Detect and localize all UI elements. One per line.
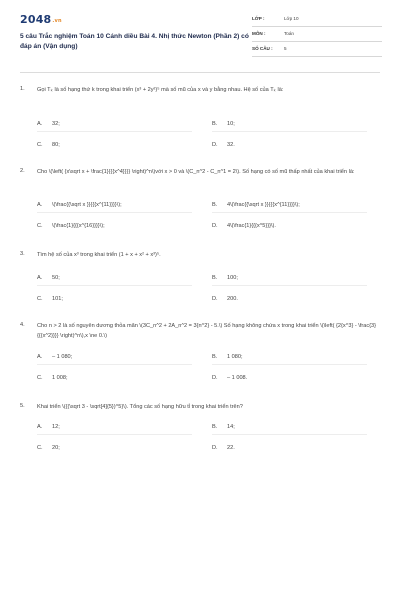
question-text: Cho n > 2 là số nguyên dương thỏa mãn \(3C_n^2 + 2A_n^2 = 3{n^2} - 5.\) Số hạng không chứa x trong khai triển \(\left( {2{x^3} - \frac{3}{{{x^2}}}} \right)^n\),x \ne 0.\) <box>37 323 377 339</box>
option-b[interactable] <box>212 121 235 127</box>
option-value: 80; <box>52 142 60 148</box>
header-divider <box>20 72 380 73</box>
option-key: C. <box>37 223 43 229</box>
option-divider <box>37 285 192 286</box>
option-value: 101; <box>52 296 63 302</box>
option-a[interactable] <box>37 275 60 281</box>
option-key: A. <box>37 121 43 127</box>
option-value: 4\(\frac{{\sqrt x }}{{{x^{11}}}}\); <box>227 202 300 208</box>
option-d[interactable] <box>212 223 276 229</box>
option-key: D. <box>212 142 218 148</box>
question-number: 1. <box>20 86 25 92</box>
meta-value: Lớp 10 <box>284 16 299 21</box>
option-c[interactable] <box>37 223 105 229</box>
option-value: – 1 008. <box>227 375 248 381</box>
option-value: 4\(\frac{1}{{{x^5}}}\). <box>227 223 276 229</box>
option-key: C. <box>37 296 43 302</box>
option-value: 32. <box>227 142 235 148</box>
option-c[interactable] <box>37 142 60 148</box>
option-divider <box>212 285 367 286</box>
option-value: 32; <box>52 121 60 127</box>
logo-text: 2048 <box>20 13 52 26</box>
option-a[interactable] <box>37 424 60 430</box>
meta-row-grade <box>252 14 382 27</box>
option-value: 12; <box>52 424 60 430</box>
option-value: 10; <box>227 121 235 127</box>
question-number: 2. <box>20 168 25 174</box>
option-divider <box>37 434 192 435</box>
option-divider <box>212 434 367 435</box>
option-value: \(\frac{1}{{{x^{16}}}}\); <box>52 223 105 229</box>
question-text: Cho \(\left( {x\sqrt x + \frac{1}{{{x^4}}}} \right)^n\)với x > 0 và \(C_n^2 - C_n^1 = 2\). Số hạng có số mũ thấp nhất của khai triển là: <box>37 169 355 175</box>
meta-key: MÔN : <box>252 31 266 36</box>
option-c[interactable] <box>37 445 60 451</box>
option-b[interactable] <box>212 202 300 208</box>
site-logo[interactable] <box>20 13 62 26</box>
option-a[interactable] <box>37 121 60 127</box>
option-key: B. <box>212 121 218 127</box>
option-divider <box>37 212 192 213</box>
option-d[interactable] <box>212 142 235 148</box>
option-key: C. <box>37 445 43 451</box>
option-divider <box>212 364 367 365</box>
meta-table <box>252 14 382 59</box>
option-key: B. <box>212 424 218 430</box>
meta-row-question-count <box>252 44 382 57</box>
question-text: Tìm hệ số của x³ trong khai triển (1 + x + x² + x³)⁵. <box>37 252 161 258</box>
option-value: 200. <box>227 296 238 302</box>
option-key: A. <box>37 424 43 430</box>
option-key: C. <box>37 375 43 381</box>
option-key: B. <box>212 275 218 281</box>
option-value: 22. <box>227 445 235 451</box>
option-value: 1 008; <box>52 375 68 381</box>
logo-suffix: .vn <box>52 18 62 24</box>
option-divider <box>37 364 192 365</box>
document-title: 5 câu Trắc nghiệm Toán 10 Cánh diều Bài 4. Nhị thức Newton (Phần 2) có đáp án (Vận dụng) <box>20 33 249 50</box>
meta-key: SỐ CÂU : <box>252 46 273 51</box>
question-number: 3. <box>20 251 25 257</box>
option-key: D. <box>212 445 218 451</box>
option-key: D. <box>212 223 218 229</box>
option-key: A. <box>37 354 43 360</box>
option-key: C. <box>37 142 43 148</box>
option-key: D. <box>212 296 218 302</box>
option-key: A. <box>37 275 43 281</box>
option-a[interactable] <box>37 354 72 360</box>
option-divider <box>212 212 367 213</box>
option-divider <box>37 131 192 132</box>
question-text: Gọi Tₖ là số hạng thứ k trong khai triển (x³ + 2y²)⁵ mà số mũ của x và y bằng nhau. Hệ số của Tₖ là: <box>37 87 284 93</box>
option-value: 1 080; <box>227 354 243 360</box>
option-value: 14; <box>227 424 235 430</box>
option-d[interactable] <box>212 375 247 381</box>
option-b[interactable] <box>212 424 235 430</box>
meta-value: 5 <box>284 46 287 51</box>
option-value: 50; <box>52 275 60 281</box>
option-value: \(\frac{{\sqrt x }}{{{x^{11}}}}\); <box>52 202 122 208</box>
option-value: 20; <box>52 445 60 451</box>
option-a[interactable] <box>37 202 122 208</box>
meta-value: Toán <box>284 31 294 36</box>
option-d[interactable] <box>212 445 235 451</box>
option-c[interactable] <box>37 296 63 302</box>
meta-key: LỚP : <box>252 16 265 21</box>
option-d[interactable] <box>212 296 238 302</box>
meta-row-subject <box>252 29 382 42</box>
option-c[interactable] <box>37 375 68 381</box>
question-text: Khai triển \({(\sqrt 3 - \sqrt[4]{5})^5}\). Tổng các số hạng hữu tỉ trong khai triển trên? <box>37 404 243 410</box>
option-value: 100; <box>227 275 238 281</box>
worksheet-header <box>0 0 400 70</box>
option-b[interactable] <box>212 354 243 360</box>
option-key: B. <box>212 354 218 360</box>
option-b[interactable] <box>212 275 238 281</box>
question-number: 5. <box>20 403 25 409</box>
question-number: 4. <box>20 322 25 328</box>
option-key: B. <box>212 202 218 208</box>
option-divider <box>212 131 367 132</box>
option-value: – 1 080; <box>52 354 73 360</box>
option-key: D. <box>212 375 218 381</box>
option-key: A. <box>37 202 43 208</box>
